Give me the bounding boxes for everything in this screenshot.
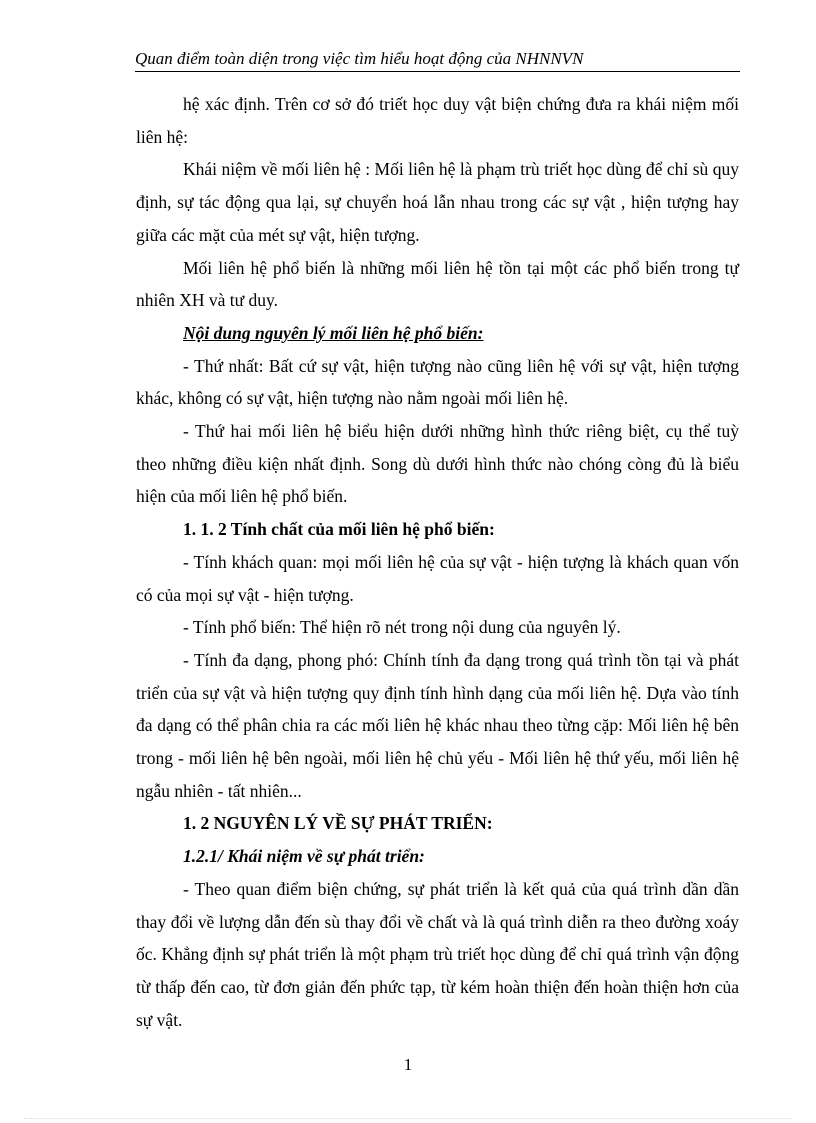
page-number: 1 (403, 1055, 413, 1074)
paragraph-objectivity: - Tính khách quan: mọi mối liên hệ của sự vật - hiện tượng là khách quan vốn có của mọi sự vật - hiện tượng. (136, 551, 739, 605)
section-heading-text: Nội dung nguyên lý mối liên hệ phổ biến: (183, 322, 484, 343)
page-header (135, 47, 740, 72)
section-heading-properties: 1. 1. 2 Tính chất của mối liên hệ phổ biến: (183, 519, 495, 540)
section-heading-principle-content (136, 317, 739, 350)
document-body (136, 88, 739, 1036)
section-heading-development-concept: 1.2.1/ Khái niệm về sự phát triển: (183, 846, 425, 867)
paragraph-diversity: - Tính đa dạng, phong phó: Chính tính đa dạng trong quá trình tồn tại và phát triển của sự vật và hiện tượng quy định tính hình dạng của mối liên hệ. Dựa vào tính đa dạng có thể phân chia ra các mối liên hệ khác nhau theo từng cặp: Mối liên hệ bên trong - mối liên hệ bên ngoài, mối liên hệ chủ yếu - Mối liên hệ thứ yếu, mối liên hệ ngẫu nhiên - tất nhiên... (136, 649, 739, 801)
page-bottom-divider (24, 1118, 792, 1119)
paragraph-second-point: - Thứ hai mối liên hệ biểu hiện dưới những hình thức riêng biệt, cụ thể tuỳ theo những điều kiện nhất định. Song dù dưới hình thức nào chóng còng đủ là biểu hiện của mối liên hệ phổ biến. (136, 421, 739, 507)
paragraph-definition: Khái niệm về mối liên hệ : Mối liên hệ là phạm trù triết học dùng để chỉ sù quy định, sự tác động qua lại, sự chuyển hoá lẫn nhau trong các sự vật , hiện tượng hay giữa các mặt của mét sự vật, hiện tượng. (136, 159, 739, 245)
paragraph-continuation: hệ xác định. Trên cơ sở đó triết học duy vật biện chứng đưa ra khái niệm mối liên hệ: (136, 94, 739, 147)
paragraph-development-definition: - Theo quan điểm biện chứng, sự phát triển là kết quả của quá trình dần dần thay đổi về lượng dẫn đến sù thay đổi về chất và là quá trình diễn ra theo đường xoáy ốc. Khẳng định sự phát triển là một phạm trù triết học dùng để chỉ quá trình vận động từ thấp đến cao, từ đơn giản đến phức tạp, từ kém hoàn thiện đến hoàn thiện hơn của sự vật. (136, 878, 739, 1030)
section-heading-development-principle: 1. 2 NGUYÊN LÝ VỀ SỰ PHÁT TRIỂN: (183, 813, 493, 834)
paragraph-universal-relation: Mối liên hệ phổ biến là những mối liên hệ tồn tại một các phổ biến trong tự nhiên XH và tư duy. (136, 257, 739, 311)
paragraph-universality: - Tính phổ biến: Thể hiện rõ nét trong nội dung của nguyên lý. (183, 617, 621, 638)
paragraph-first-point: - Thứ nhất: Bất cứ sự vật, hiện tượng nào cũng liên hệ với sự vật, hiện tượng khác, không có sự vật, hiện tượng nào nằm ngoài mối liên hệ. (136, 355, 739, 409)
header-title: Quan điểm toàn diện trong việc tìm hiểu hoạt động của NHNNVN (135, 49, 584, 68)
